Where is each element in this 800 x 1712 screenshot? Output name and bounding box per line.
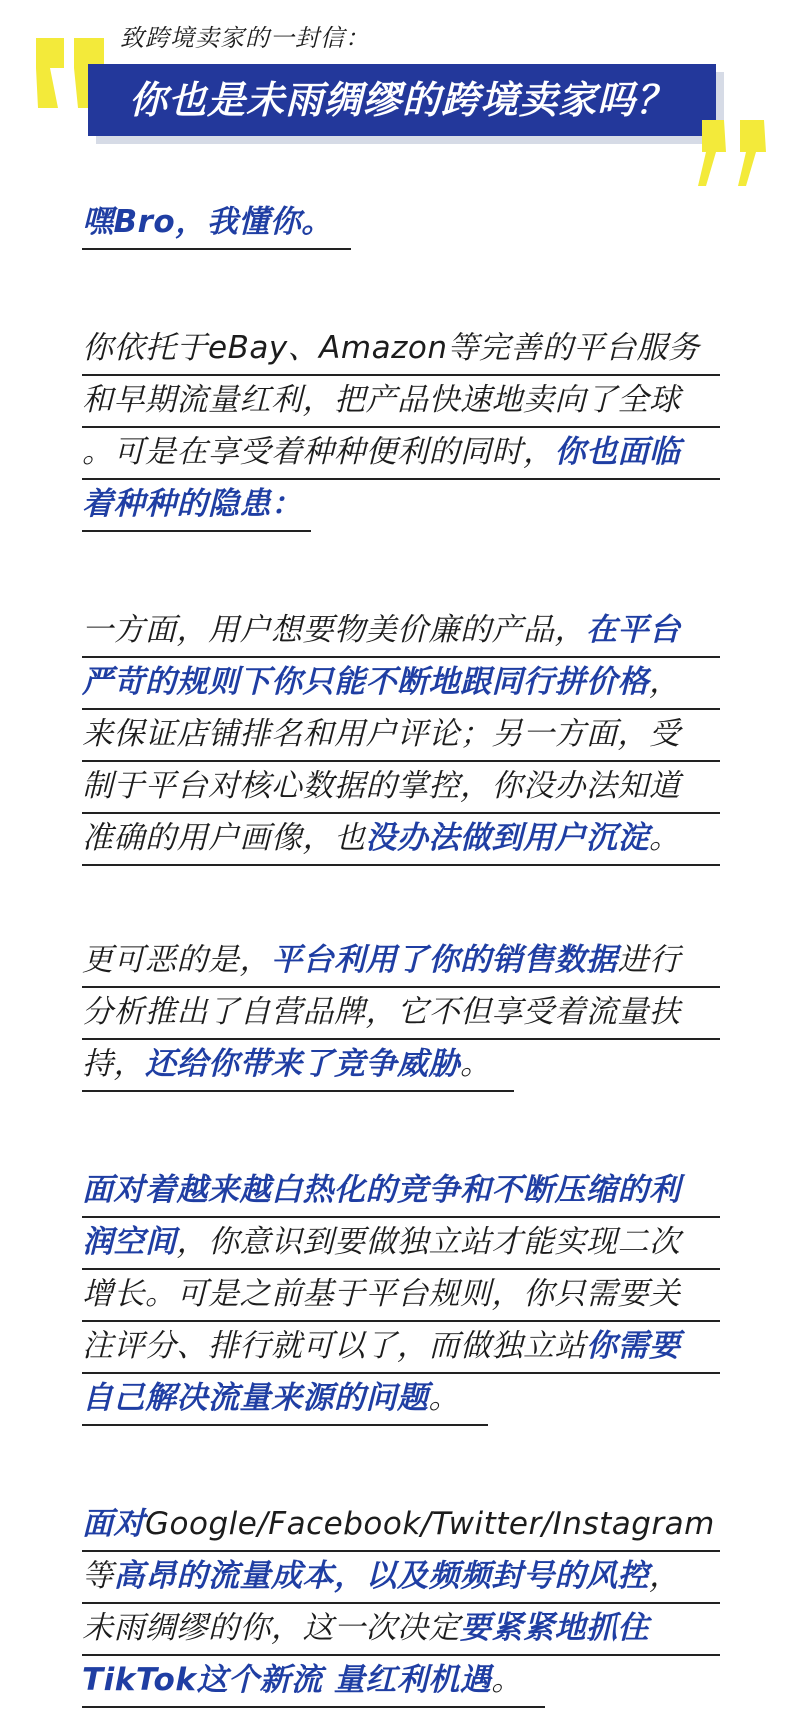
- text-line: 面对Google/Facebook/Twitter/Instagram: [82, 1500, 720, 1552]
- text-line: 来保证店铺排名和用户评论；另一方面，受: [82, 710, 720, 762]
- text-line: 等高昂的流量成本，以及频频封号的风控，: [82, 1552, 720, 1604]
- text-line: 准确的用户画像，也没办法做到用户沉淀。: [82, 814, 720, 866]
- highlight-text: 自己解决流量来源的问题: [82, 1380, 429, 1416]
- page-title: 你也是未雨绸缪的跨境卖家吗？: [88, 64, 716, 136]
- highlight-text: TikTok这个新流 量红利机遇: [82, 1662, 492, 1698]
- text-line: 严苛的规则下你只能不断地跟同行拼价格，: [82, 658, 720, 710]
- highlight-text: 你需要: [586, 1328, 681, 1364]
- text-line: 制于平台对核心数据的掌控，你没办法知道: [82, 762, 720, 814]
- text-line: 面对着越来越白热化的竞争和不断压缩的利: [82, 1166, 720, 1218]
- highlight-text: 没办法做到用户沉淀: [365, 820, 649, 856]
- highlight-text: 你也面临: [554, 434, 681, 470]
- paragraph-platform-dependence: [82, 324, 720, 536]
- text-line: 增长。可是之前基于平台规则，你只需要关: [82, 1270, 720, 1322]
- text-line: 持，还给你带来了竞争威胁。: [82, 1040, 514, 1092]
- text-line: 注评分、排行就可以了，而做独立站你需要: [82, 1322, 720, 1374]
- close-quote-icon: [694, 118, 774, 188]
- highlight-text: 还给你带来了竞争威胁: [145, 1046, 460, 1082]
- text-line: 和早期流量红利，把产品快速地卖向了全球: [82, 376, 720, 428]
- paragraph-own-brands: [82, 936, 720, 1096]
- text-line: 自己解决流量来源的问题。: [82, 1374, 488, 1426]
- text-line: 更可恶的是，平台利用了你的销售数据进行: [82, 936, 720, 988]
- highlight-text: 在平台: [586, 612, 681, 648]
- text-line: TikTok这个新流 量红利机遇。: [82, 1656, 545, 1708]
- highlight-text: 面对: [82, 1506, 145, 1542]
- text-line: 润空间，你意识到要做独立站才能实现二次: [82, 1218, 720, 1270]
- letter-body: [82, 198, 720, 1712]
- text-line: 着种种的隐患：: [82, 480, 311, 532]
- text-line: 。可是在享受着种种便利的同时，你也面临: [82, 428, 720, 480]
- paragraph-independent-site: [82, 1166, 720, 1430]
- paragraph-tiktok-opportunity: [82, 1500, 720, 1712]
- letter-subtitle: 致跨境卖家的一封信：: [120, 24, 370, 52]
- text-line: 你依托于eBay、Amazon等完善的平台服务: [82, 324, 720, 376]
- highlight-text: 平台利用了你的销售数据: [271, 942, 618, 978]
- greeting-line: 嘿Bro，我懂你。: [82, 198, 351, 250]
- highlight-text: 润空间: [82, 1224, 177, 1260]
- text-line: 未雨绸缪的你，这一次决定要紧紧地抓住: [82, 1604, 720, 1656]
- greeting-paragraph: [82, 198, 720, 254]
- text-line: 一方面，用户想要物美价廉的产品，在平台: [82, 606, 720, 658]
- title-banner: [88, 64, 724, 144]
- highlight-text: 严苛的规则下你只能不断地跟同行拼价格: [82, 664, 649, 700]
- highlight-text: 高昂的流量成本，以及频频封号的风控: [113, 1558, 649, 1594]
- text-line: 分析推出了自营品牌，它不但享受着流量扶: [82, 988, 720, 1040]
- highlight-text: 要紧紧地抓住: [460, 1610, 649, 1646]
- paragraph-price-competition: [82, 606, 720, 866]
